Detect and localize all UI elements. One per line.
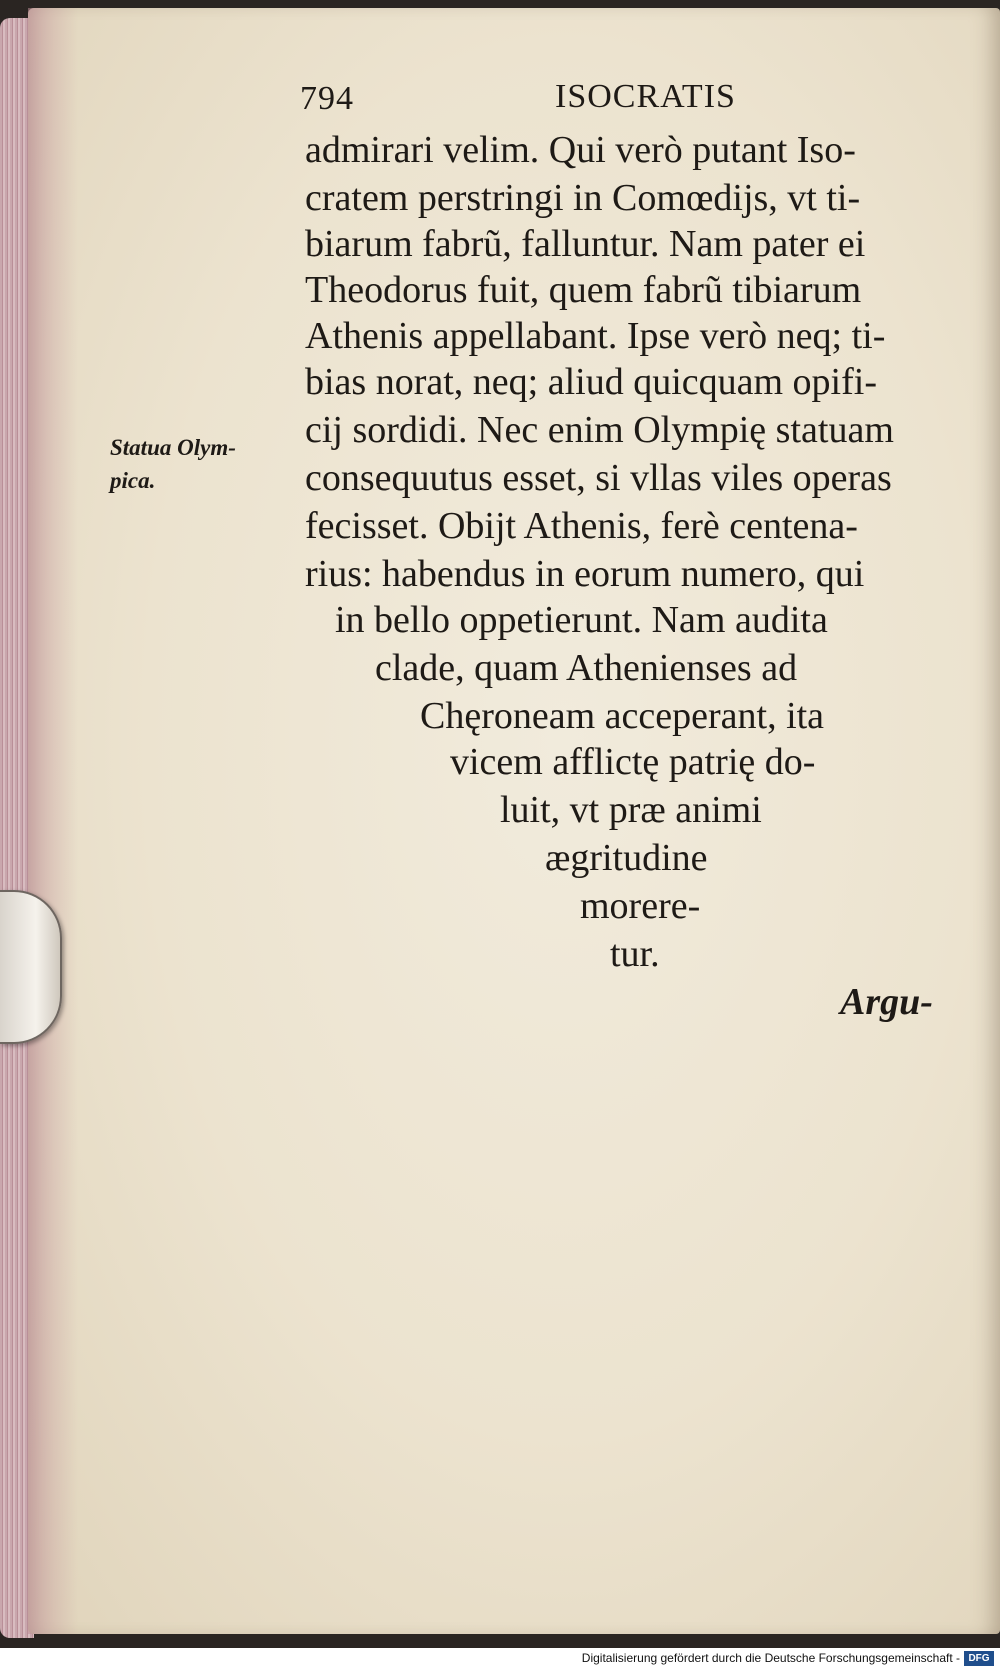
text-line: admirari velim. Qui verò putant Iso-	[305, 129, 856, 171]
page-gutter-tint	[28, 8, 78, 1634]
text-line: consequutus esset, si vllas viles operas	[305, 457, 892, 499]
text-line: in bello oppetierunt. Nam audita	[335, 599, 828, 641]
dfg-logo: DFG	[964, 1651, 994, 1666]
text-line: tur.	[610, 933, 660, 975]
text-line: luit, vt præ animi	[500, 789, 762, 831]
text-line: Theodorus fuit, quem fabrũ tibiarum	[305, 269, 862, 311]
text-line: biarum fabrũ, falluntur. Nam pater ei	[305, 223, 866, 265]
text-line: Chęroneam acceperant, ita	[420, 695, 825, 737]
footer-bar	[0, 1648, 1000, 1670]
text-line: vicem afflictę patrię do-	[450, 741, 816, 783]
text-line: Athenis appellabant. Ipse verò neq; ti-	[305, 315, 886, 357]
text-line: bias norat, neq; aliud quicquam opifi-	[305, 361, 877, 403]
text-line: clade, quam Athenienses ad	[375, 647, 798, 689]
text-line: rius: habendus in eorum numero, qui	[305, 553, 865, 595]
footer-credit: Digitalisierung gefördert durch die Deutsche Forschungsgemeinschaft -	[581, 1651, 960, 1665]
text-line: cij sordidi. Nec enim Olympię statuam	[305, 409, 894, 451]
text-line: ægritudine	[545, 837, 708, 879]
page-number: 794	[300, 80, 354, 117]
text-line: cratem perstringi in Comœdijs, vt ti-	[305, 177, 861, 219]
marginal-note-line: pica.	[110, 468, 156, 493]
marginal-note-line: Statua Olym-	[110, 435, 236, 460]
text-line: morere-	[580, 885, 701, 927]
bookmark-tab	[0, 890, 62, 1044]
catchword: Argu-	[840, 981, 933, 1023]
text-line: fecisset. Obijt Athenis, ferè centena-	[305, 505, 858, 547]
running-head: ISOCRATIS	[555, 78, 736, 115]
